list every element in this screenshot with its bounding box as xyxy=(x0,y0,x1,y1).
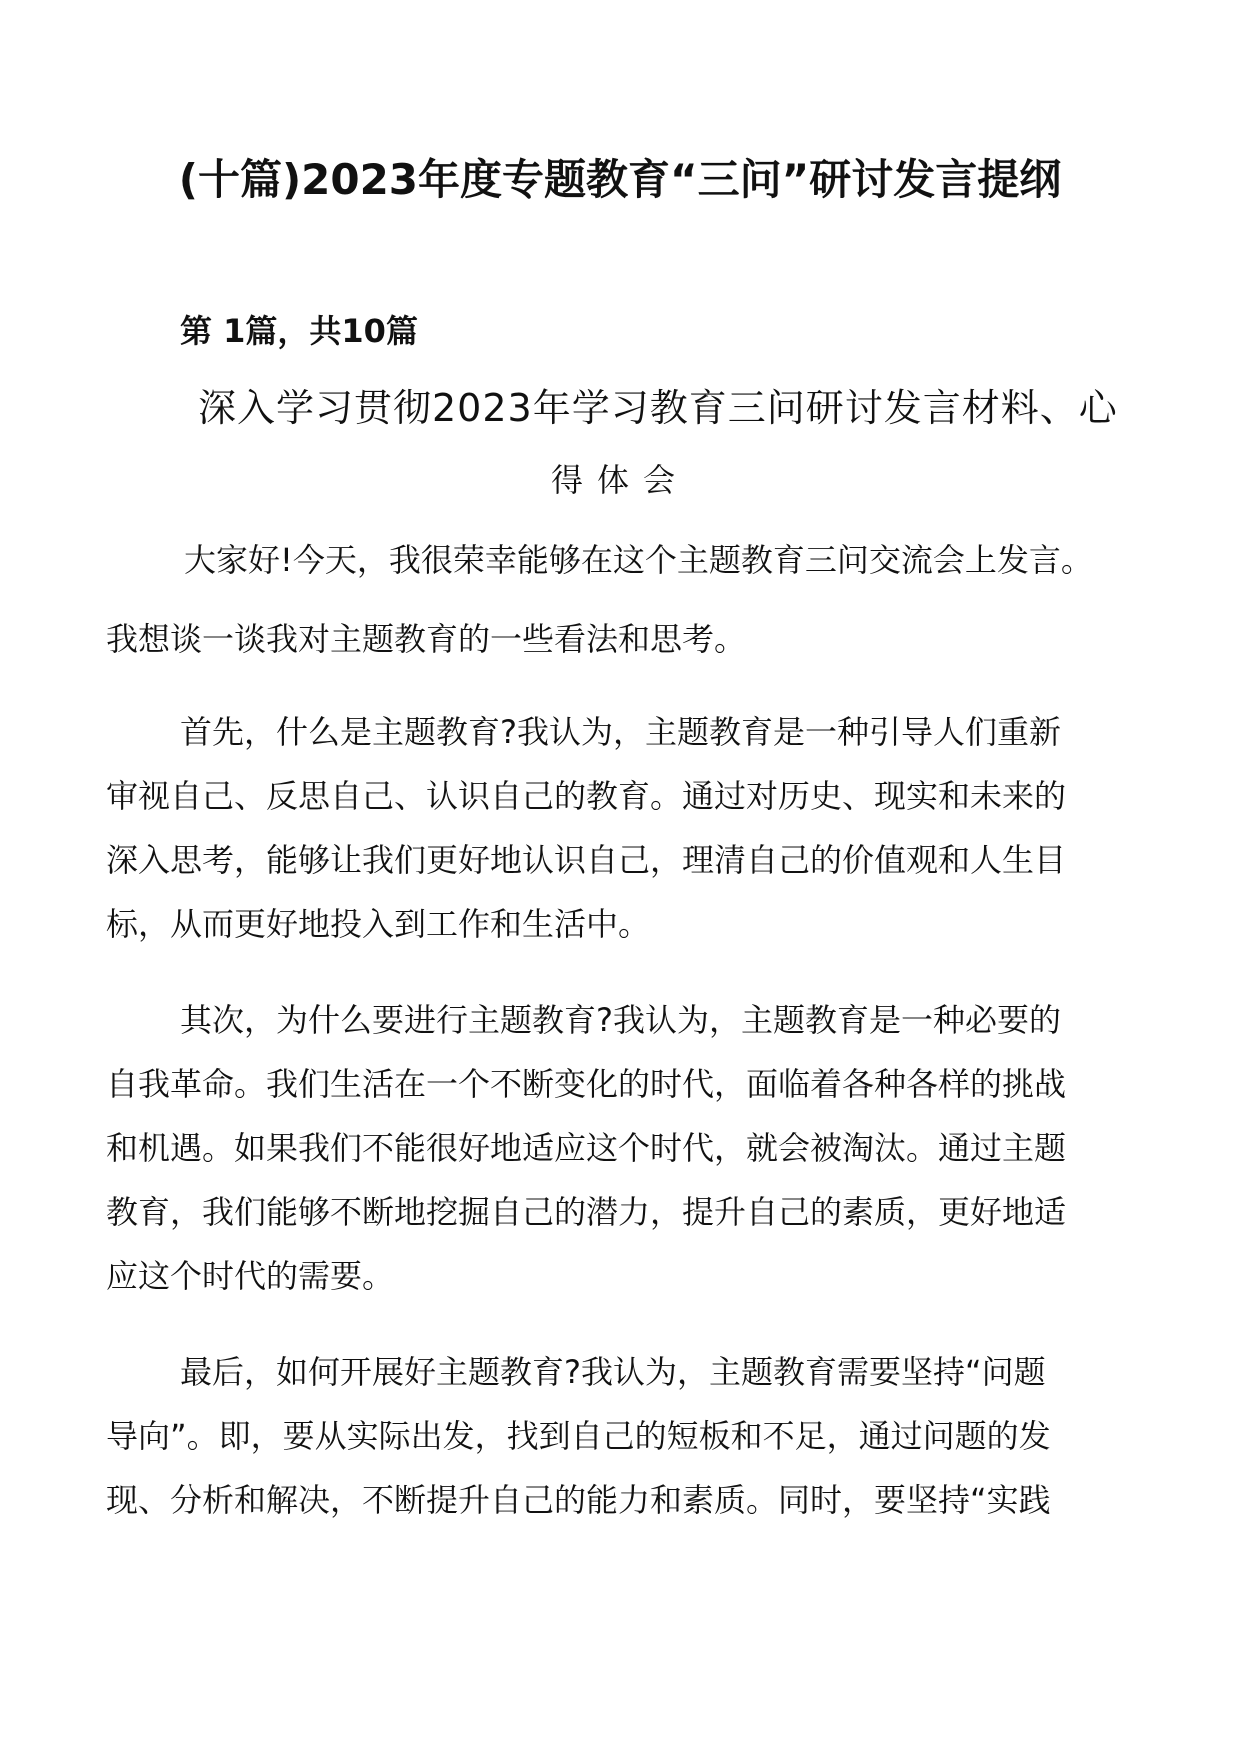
paragraph-line: 教育，我们能够不断地挖掘自己的潜力，提升自己的素质，更好地适 xyxy=(106,1193,1067,1231)
paragraph-line: 我想谈一谈我对主题教育的一些看法和思考。 xyxy=(106,620,747,658)
paragraph-line: 审视自己、反思自己、认识自己的教育。通过对历史、现实和未来的 xyxy=(106,777,1067,815)
paragraph-line: 和机遇。如果我们不能很好地适应这个时代，就会被淘汰。通过主题 xyxy=(106,1129,1067,1167)
paragraph-line: 最后，如何开展好主题教育?我认为，主题教育需要坚持“问题 xyxy=(180,1353,1046,1391)
paragraph-greeting xyxy=(106,528,1116,671)
paragraph-second-point xyxy=(106,988,1116,1308)
document-title: (十篇)2023年度专题教育“三问”研讨发言提纲 xyxy=(178,155,1062,204)
section-label: 第 1篇，共10篇 xyxy=(180,312,418,350)
paragraph-first-point xyxy=(106,700,1116,956)
paragraph-line: 其次，为什么要进行主题教育?我认为，主题教育是一种必要的 xyxy=(180,1001,1061,1039)
paragraph-line: 自我革命。我们生活在一个不断变化的时代，面临着各种各样的挑战 xyxy=(106,1065,1067,1103)
paragraph-line: 首先，什么是主题教育?我认为，主题教育是一种引导人们重新 xyxy=(180,713,1061,751)
article-title-continuation: 得体会 xyxy=(550,461,689,499)
paragraph-line: 导向”。即，要从实际出发，找到自己的短板和不足，通过问题的发 xyxy=(106,1417,1051,1455)
article-title: 深入学习贯彻2023年学习教育三问研讨发言材料、心 xyxy=(198,386,1118,430)
paragraph-line: 现、分析和解决，不断提升自己的能力和素质。同时，要坚持“实践 xyxy=(106,1481,1051,1519)
paragraph-line: 应这个时代的需要。 xyxy=(106,1257,395,1295)
paragraph-line: 标，从而更好地投入到工作和生活中。 xyxy=(106,905,651,943)
paragraph-line: 深入思考，能够让我们更好地认识自己，理清自己的价值观和人生目 xyxy=(106,841,1067,879)
paragraph-line: 大家好!今天，我很荣幸能够在这个主题教育三问交流会上发言。 xyxy=(184,541,1093,579)
paragraph-third-point xyxy=(106,1340,1116,1532)
